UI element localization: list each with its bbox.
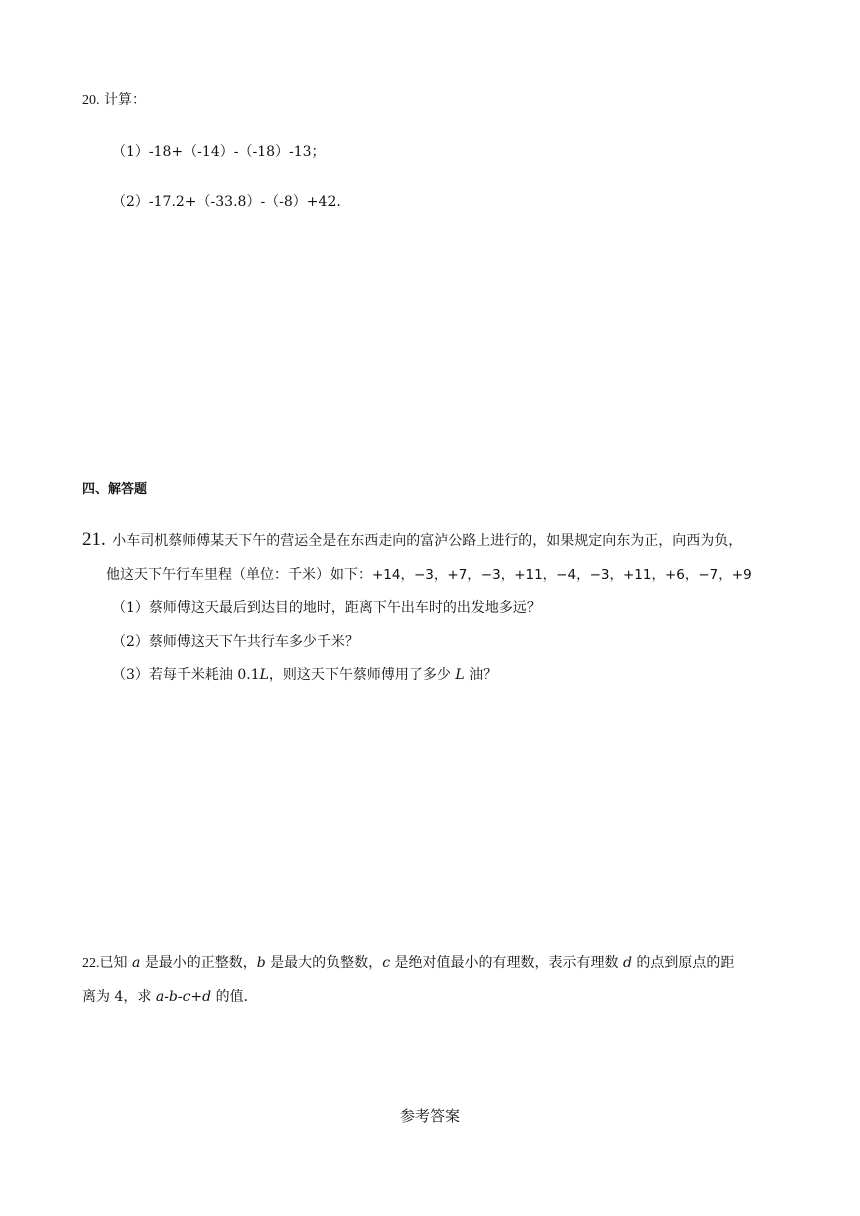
q22-line2-text-b: 的值． xyxy=(211,989,258,1005)
q20-part1: （1）-18+（-14）-（-18）-13； xyxy=(112,144,326,160)
q22-line2 xyxy=(82,987,258,1007)
q22-line2-text-a: 离为 4，求 xyxy=(82,989,156,1005)
q22-expression: a-b-c+d xyxy=(155,989,212,1005)
q20-part2: （2）-17.2+（-33.8）-（-8）+42． xyxy=(112,194,351,210)
q21-part3-text-b: ，则这天下午蔡师傅用了多少 xyxy=(268,667,456,683)
q22-line1 xyxy=(82,953,734,974)
q22-var-a: a xyxy=(131,955,141,971)
q20-title: 计算： xyxy=(103,92,146,108)
q22-text1: 已知 xyxy=(99,955,132,971)
q22-number: 22. xyxy=(82,956,100,971)
q22-text4: 是绝对值最小的有理数，表示有理数 xyxy=(390,955,623,971)
answer-section-title: 参考答案 xyxy=(399,1107,460,1125)
q21-part3-text-c: 油？ xyxy=(464,667,498,683)
q22-var-c: c xyxy=(382,955,391,971)
q21-part1: （1）蔡师傅这天最后到达目的地时，距离下午出车时的出发地多远？ xyxy=(112,600,541,616)
q21-stem-text1: 小车司机蔡师傅某天下午的营运全是在东西走向的富泸公路上进行的，如果规定向东为正，向西为负， xyxy=(112,533,743,549)
q21-mileage-values: +14，−3，+7，−3，+11，−4，−3，+11，+6，−7，+9 xyxy=(372,567,752,583)
q21-var-L1: L xyxy=(259,667,269,683)
q22-var-d: d xyxy=(622,955,632,971)
q21-part2: （2）蔡师傅这天下午共行车多少千米？ xyxy=(112,634,359,650)
q22-text5: 的点到原点的距 xyxy=(631,955,735,971)
q21-number: 21. xyxy=(82,529,106,550)
q21-part3 xyxy=(112,665,497,685)
q22-text2: 是最小的正整数， xyxy=(140,955,257,971)
q21-stem-text2: 他这天下午行车里程（单位：千米）如下： xyxy=(106,567,372,583)
q21-part3-text-a: （3）若每千米耗油 0.1 xyxy=(112,667,260,683)
q21-stem-line2 xyxy=(106,565,752,585)
q22-var-b: b xyxy=(256,955,266,971)
q21-var-L2: L xyxy=(455,667,465,683)
q20-number: 20. xyxy=(82,93,100,108)
section-heading: 四、解答题 xyxy=(82,482,148,497)
q21-stem-line1 xyxy=(82,530,742,551)
q22-text3: 是最大的负整数， xyxy=(265,955,383,971)
q20-heading xyxy=(82,90,146,111)
